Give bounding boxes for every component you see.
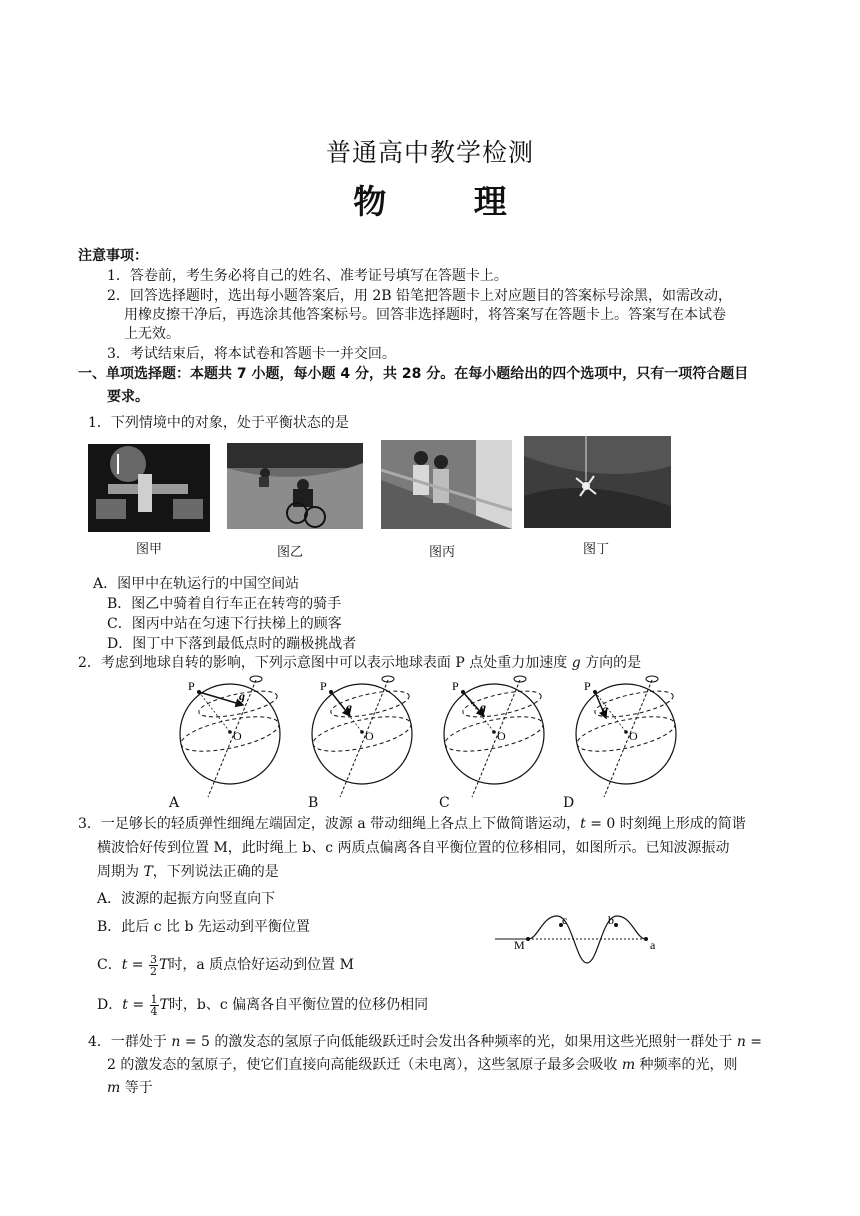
section-heading: 一、单项选择题：本题共 7 小题，每小题 4 分，共 28 分。在每小题给出的四个选项中，只有一项符合题目 bbox=[78, 366, 749, 382]
q3-label-m: M bbox=[514, 938, 525, 952]
notice-item-2-end: 上无效。 bbox=[124, 326, 180, 342]
q2-label-o: O bbox=[497, 729, 506, 743]
q2-choice-d: D bbox=[563, 795, 575, 811]
q3-point-a bbox=[644, 937, 648, 941]
q4-line1 bbox=[88, 1032, 762, 1052]
q2-stem-a: 2．考虑到地球自转的影响，下列示意图中可以表示地球表面 P 点处重力加速度 bbox=[78, 655, 572, 671]
q3-option-c-eq: = bbox=[127, 957, 148, 973]
q2-label-g: g bbox=[480, 700, 486, 714]
q2-equator bbox=[442, 710, 546, 758]
notice-item-2-cont: 用橡皮擦干净后，再选涂其他答案标号。回答非选择题时，将答案写在答题卡上。答案写在本试卷 bbox=[124, 307, 726, 323]
q3-stem-var-t: t bbox=[580, 816, 586, 832]
q2-label-p: P bbox=[452, 679, 459, 693]
q4-line2 bbox=[107, 1055, 738, 1075]
q3-option-c-var: t bbox=[121, 957, 128, 973]
q2-label-o: O bbox=[233, 729, 242, 743]
q4-line2-a: 2 的激发态的氢原子，使它们直接向高能级跃迁（未电离），这些氢原子最多会吸收 bbox=[107, 1057, 622, 1073]
q3-option-d-eq: = bbox=[127, 997, 149, 1013]
exam-title: 普通高中教学检测 bbox=[325, 138, 534, 167]
q3-option-c-num: 3 bbox=[150, 952, 157, 966]
q1-image-escalator bbox=[381, 440, 512, 529]
q2-equator bbox=[574, 710, 678, 758]
q2-globe-a bbox=[178, 676, 282, 797]
q3-label-c: c bbox=[562, 913, 568, 927]
q4-line2-b: 种频率的光，则 bbox=[635, 1057, 738, 1073]
q2-label-g: g bbox=[346, 700, 352, 714]
q2-radius-line bbox=[199, 692, 230, 732]
q2-choice-a: A bbox=[169, 795, 180, 811]
q1-option-c: C．图丙中站在匀速下行扶梯上的顾客 bbox=[107, 616, 342, 632]
q1-caption-2: 图乙 bbox=[276, 545, 303, 560]
q2-globe-d bbox=[574, 676, 678, 797]
q4-line1-b: = 5 的激发态的氢原子向低能级跃迁时会发出各种频率的光，如果用这些光照射一群处于 bbox=[180, 1034, 737, 1050]
q4-line1-c: = bbox=[745, 1034, 763, 1050]
q2-stem-var: g bbox=[571, 655, 581, 671]
q3-label-a: a bbox=[650, 938, 656, 952]
q2-globe-outline bbox=[576, 684, 676, 784]
q3-stem-3a: 周期为 bbox=[97, 864, 144, 880]
q4-line3-b: 等于 bbox=[120, 1080, 153, 1096]
q3-option-a: A．波源的起振方向竖直向下 bbox=[97, 891, 276, 907]
q3-option-c-fraction bbox=[149, 954, 158, 977]
q2-label-p: P bbox=[188, 679, 195, 693]
q2-point-o bbox=[360, 730, 364, 734]
q3-option-d-period: T bbox=[159, 997, 169, 1013]
q4-line2-m: m bbox=[621, 1057, 636, 1073]
q3-stem-1a: 3．一足够长的轻质弹性细绳左端固定，波源 a 带动细绳上各点上下做简谐运动， bbox=[78, 816, 581, 832]
q1-option-b: B．图乙中骑着自行车正在转弯的骑手 bbox=[107, 596, 342, 612]
q3-point-m bbox=[526, 937, 530, 941]
q3-option-c-suffix: 时，a 质点恰好运动到位置 M bbox=[168, 957, 354, 973]
q1-caption-3: 图丙 bbox=[428, 545, 455, 560]
q3-option-c-prefix: C． bbox=[97, 957, 122, 973]
q2-choice-b: B bbox=[308, 795, 319, 811]
q3-option-d-num: 1 bbox=[150, 992, 158, 1006]
q2-radius-line bbox=[595, 692, 626, 732]
q2-equator bbox=[310, 710, 414, 758]
notice-item-3: 3．考试结束后，将本试卷和答题卡一并交回。 bbox=[107, 346, 396, 362]
q2-globe-diagrams bbox=[170, 672, 810, 812]
q3-option-d-fraction bbox=[150, 994, 159, 1017]
q3-label-b: b bbox=[608, 913, 614, 927]
q1-option-a: A．图甲中在轨运行的中国空间站 bbox=[93, 576, 300, 592]
q2-globe-outline bbox=[444, 684, 544, 784]
q2-rotation-axis bbox=[472, 680, 520, 797]
q2-point-o bbox=[228, 730, 232, 734]
q3-option-c-period: T bbox=[159, 957, 169, 973]
q3-option-c-den: 2 bbox=[150, 964, 157, 978]
q3-option-d-prefix: D． bbox=[97, 997, 123, 1013]
q3-option-d-suffix: 时，b、c 偏离各自平衡位置的位移仍相同 bbox=[168, 997, 429, 1013]
q3-option-c bbox=[97, 950, 354, 980]
q4-line3-m: m bbox=[107, 1080, 121, 1096]
q2-label-g: g bbox=[602, 702, 608, 716]
notice-item-1: 1．答卷前，考生务必将自己的姓名、准考证号填写在答题卡上。 bbox=[107, 268, 508, 284]
q2-point-o bbox=[492, 730, 496, 734]
q2-label-o: O bbox=[629, 729, 638, 743]
q2-choice-c: C bbox=[439, 795, 450, 811]
q3-option-d-den: 4 bbox=[150, 1004, 158, 1018]
q3-option-b: B．此后 c 比 b 先运动到平衡位置 bbox=[97, 919, 310, 935]
q2-point-o bbox=[624, 730, 628, 734]
q3-stem-1b: = 0 时刻绳上形成的简谐 bbox=[585, 816, 746, 832]
q2-label-o: O bbox=[365, 729, 374, 743]
notice-item-2: 2．回答选择题时，选出每小题答案后，用 2B 铅笔把答题卡上对应题目的答案标号涂黑，如需改动， bbox=[107, 288, 733, 304]
q1-option-d: D．图丁中下落到最低点时的蹦极挑战者 bbox=[107, 636, 357, 652]
q1-stem: 1．下列情境中的对象，处于平衡状态的是 bbox=[88, 415, 349, 431]
q3-option-d-var: t bbox=[122, 997, 128, 1013]
q1-image-bungee bbox=[524, 436, 671, 528]
q1-caption-1: 图甲 bbox=[135, 542, 162, 557]
q2-label-p: P bbox=[320, 679, 327, 693]
q2-globe-outline bbox=[180, 684, 280, 784]
q2-label-p: P bbox=[584, 679, 591, 693]
q2-globe-c bbox=[442, 676, 546, 797]
q3-stem-var-T: T bbox=[143, 864, 153, 880]
q2-stem bbox=[78, 653, 641, 673]
q3-stem-line2: 横波恰好传到位置 M，此时绳上 b、c 两质点偏离各自平衡位置的位移相同，如图所示。已知波源振动 bbox=[97, 840, 730, 856]
q3-stem-line3 bbox=[97, 862, 279, 882]
q3-option-d bbox=[97, 990, 428, 1020]
q2-rotation-axis bbox=[340, 680, 388, 797]
q3-wave-diagram bbox=[490, 908, 670, 978]
subject-title: 物 理 bbox=[353, 182, 545, 221]
section-heading-cont: 要求。 bbox=[107, 389, 149, 405]
q3-stem-3b: ，下列说法正确的是 bbox=[152, 864, 279, 880]
q2-globe-b bbox=[310, 676, 414, 797]
q4-line1-a: 4．一群处于 bbox=[88, 1034, 172, 1050]
q2-stem-b: 方向的是 bbox=[580, 655, 642, 671]
notice-heading: 注意事项： bbox=[78, 248, 148, 264]
q1-image-cyclists bbox=[227, 443, 363, 529]
q1-image-space-station bbox=[88, 444, 210, 532]
q3-stem-line1 bbox=[78, 814, 746, 834]
q4-line1-n: n bbox=[171, 1034, 181, 1050]
q2-globe-outline bbox=[312, 684, 412, 784]
q2-equator bbox=[178, 710, 282, 758]
q1-caption-4: 图丁 bbox=[582, 542, 609, 557]
q4-line1-n2: n bbox=[736, 1034, 746, 1050]
q4-line3 bbox=[107, 1078, 153, 1098]
q2-rotation-axis bbox=[604, 680, 652, 797]
q2-label-g: g bbox=[239, 689, 245, 703]
q3-point-b bbox=[614, 923, 618, 927]
